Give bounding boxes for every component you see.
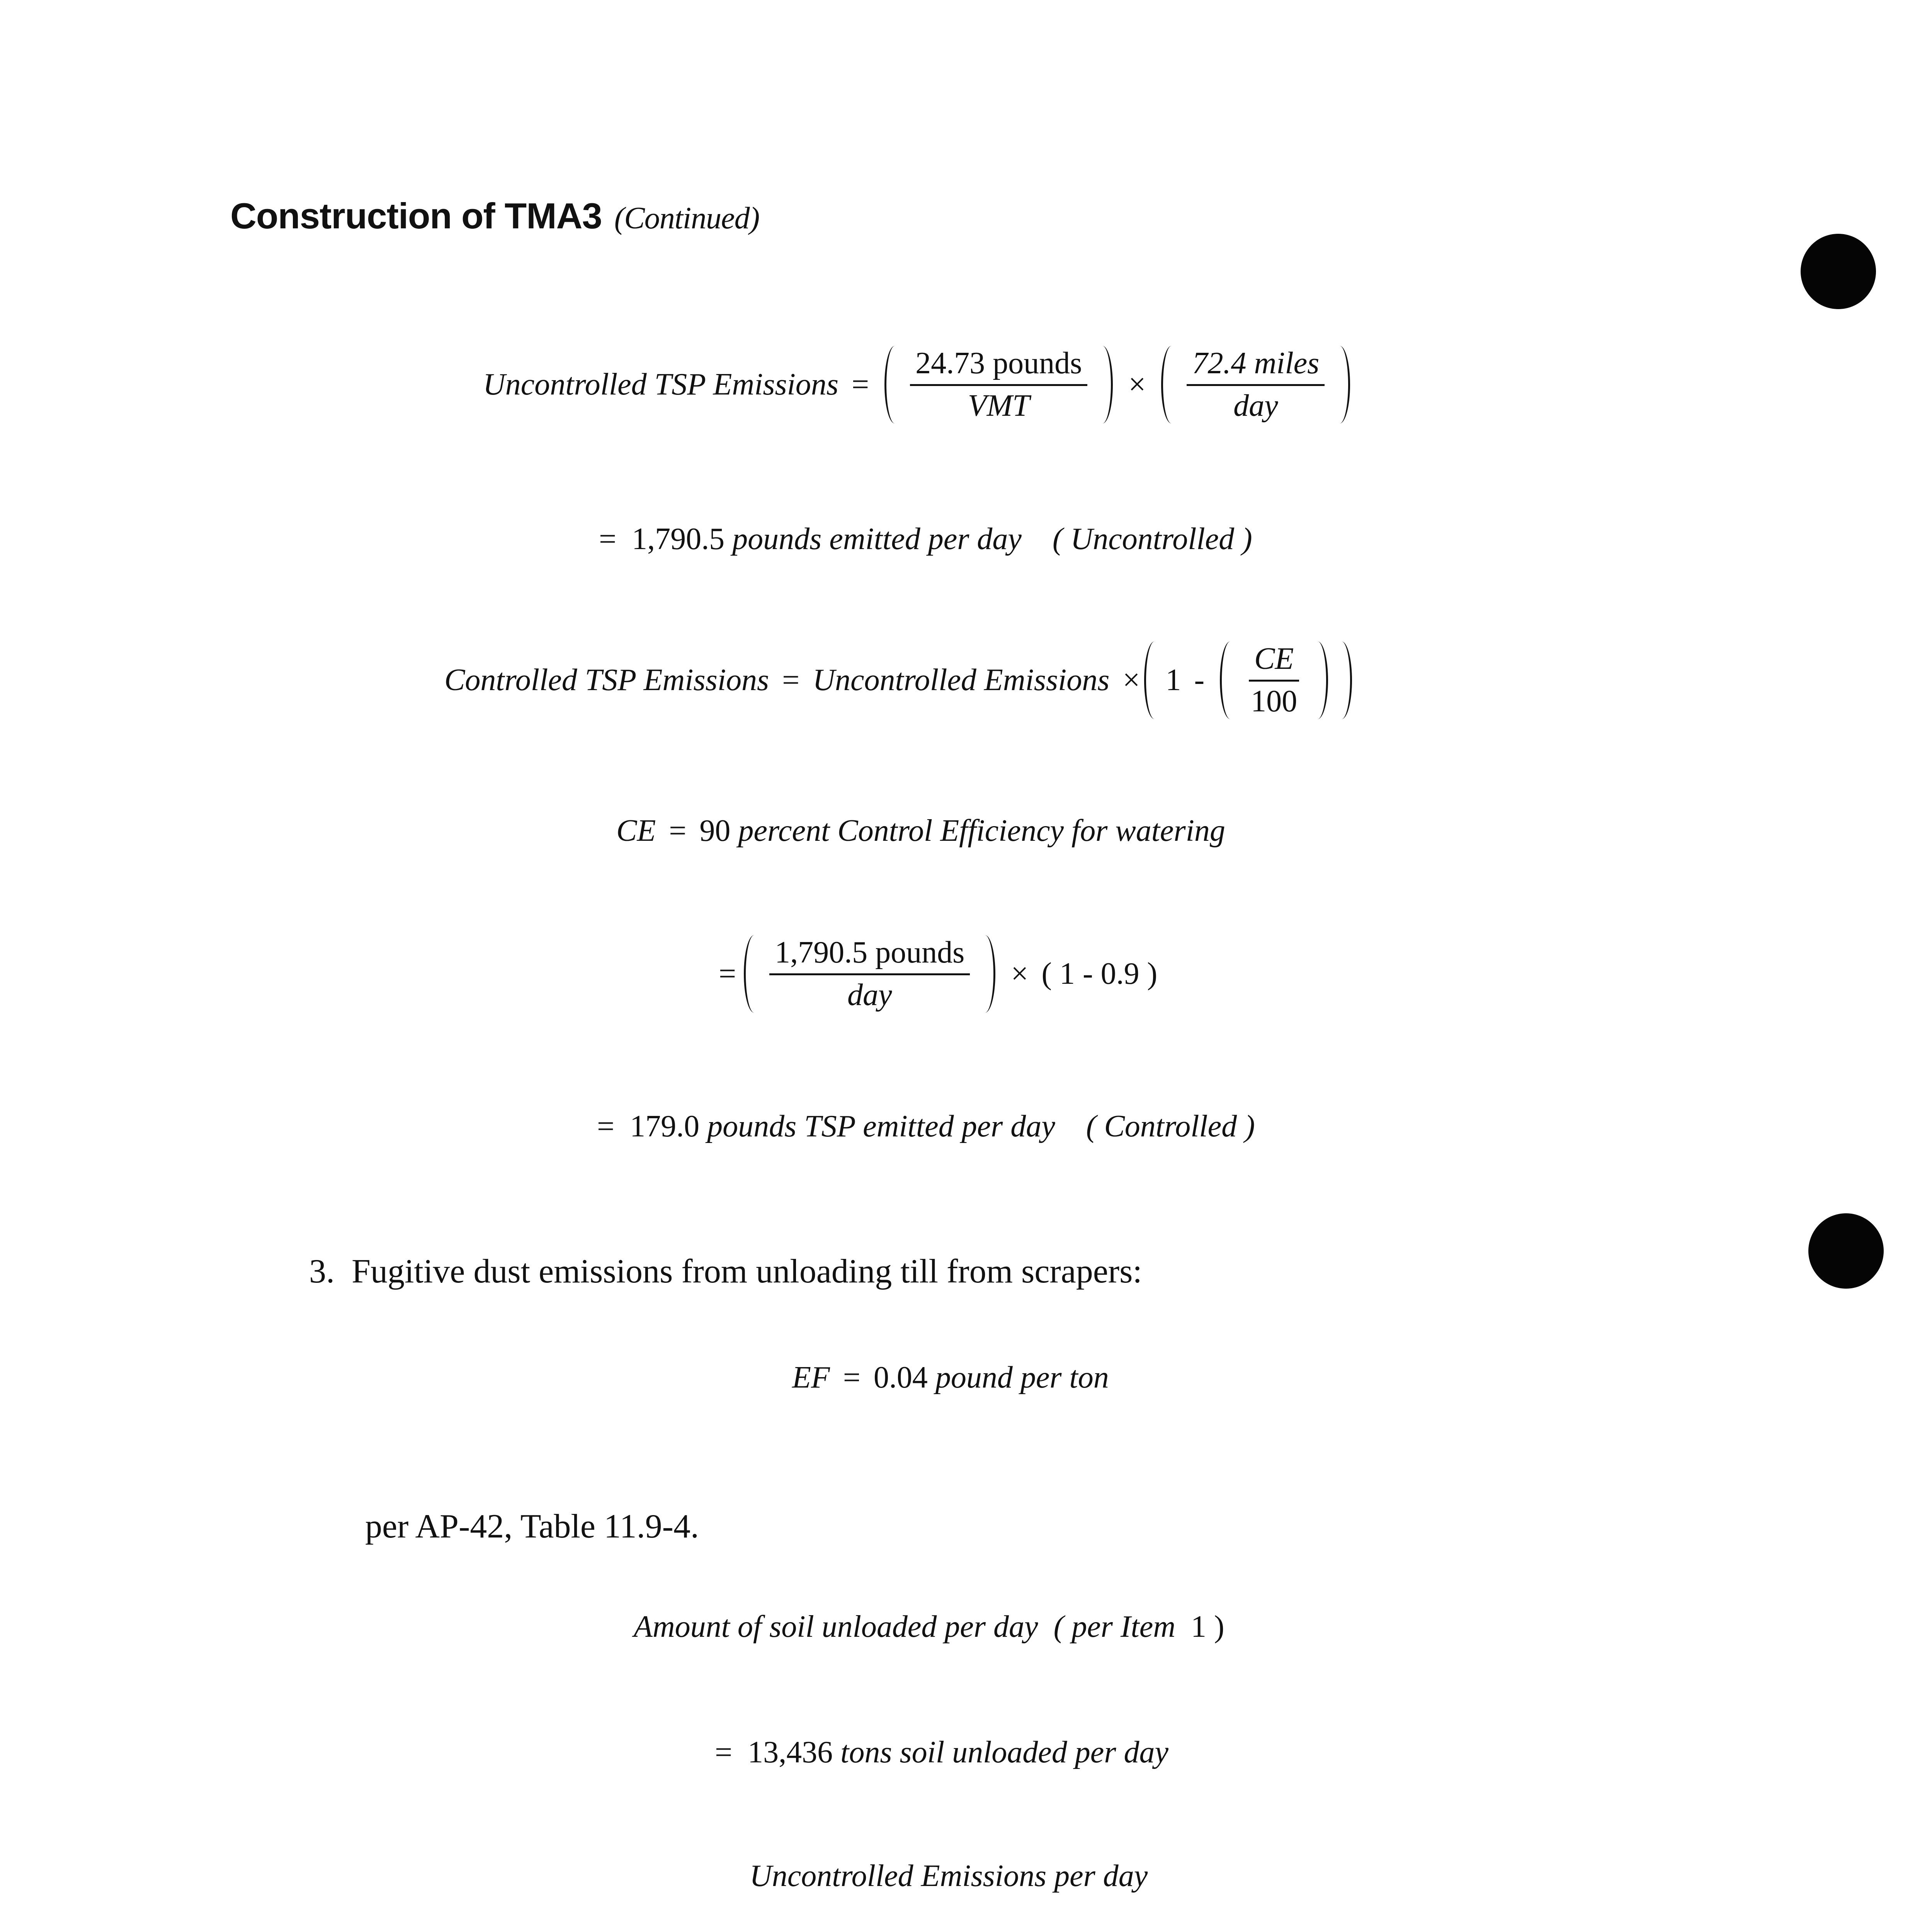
eq7-value: 0.04 xyxy=(873,1361,928,1395)
eq1-fraction-1 xyxy=(910,346,1087,423)
eq3-minus: - xyxy=(1194,663,1205,697)
eq2-text: pounds emitted per day xyxy=(732,522,1022,556)
eq5-times: × xyxy=(1011,957,1029,991)
section-title: Construction of TMA3 xyxy=(230,196,602,236)
eq4-equals: = xyxy=(669,814,687,848)
controlled-tsp-equation xyxy=(444,641,1354,719)
eq8-ref-num: 1 ) xyxy=(1191,1610,1225,1644)
controlled-calculation xyxy=(719,935,1157,1013)
eq3-lhs: Controlled TSP Emissions xyxy=(444,663,769,697)
eq3-paren-inner xyxy=(1218,641,1330,719)
eq3-equals: = xyxy=(782,663,800,697)
eq6-text: pounds TSP emitted per day xyxy=(707,1109,1055,1143)
section-heading xyxy=(230,195,759,237)
eq1-fraction-1-numerator: 24.73 pounds xyxy=(910,346,1087,386)
list-item-3-text: Fugitive dust emissions from unloading till from scrapers: xyxy=(352,1253,1142,1290)
eq1-times: × xyxy=(1128,367,1146,401)
eq5-fraction xyxy=(769,935,970,1013)
eq3-times: × xyxy=(1122,663,1140,697)
control-efficiency-line xyxy=(616,813,1225,849)
soil-amount-line xyxy=(634,1609,1225,1645)
eq2-value: 1,790.5 xyxy=(632,522,725,556)
eq7-equals: = xyxy=(843,1361,861,1395)
eq1-fraction-2-numerator: 72.4 miles xyxy=(1187,346,1325,386)
eq3-fraction-denominator: 100 xyxy=(1251,684,1298,718)
emission-factor-line xyxy=(792,1360,1109,1395)
uncontrolled-result-line xyxy=(599,522,1252,557)
uncontrolled-tsp-equation xyxy=(483,346,1352,423)
eq1-equals: = xyxy=(852,367,869,401)
eq5-paren xyxy=(742,935,998,1013)
eq1-fraction-2-denominator: day xyxy=(1233,389,1278,423)
binder-hole-top xyxy=(1801,234,1876,309)
eq7-lhs: EF xyxy=(792,1361,830,1395)
eq1-paren-2 xyxy=(1159,346,1352,423)
binder-hole-middle xyxy=(1808,1213,1884,1289)
eq3-rhs: Uncontrolled Emissions xyxy=(813,663,1110,697)
eq9-equals: = xyxy=(715,1735,733,1769)
eq1-lhs: Uncontrolled TSP Emissions xyxy=(483,367,839,401)
eq7-text: pound per ton xyxy=(935,1361,1109,1395)
eq9-text: tons soil unloaded per day xyxy=(840,1735,1168,1769)
list-item-3 xyxy=(309,1252,1142,1291)
eq3-fraction xyxy=(1245,641,1303,719)
eq3-fraction-numerator: CE xyxy=(1249,641,1299,682)
eq2-equals: = xyxy=(599,522,617,556)
eq5-fraction-numerator: 1,790.5 pounds xyxy=(769,935,970,975)
eq1-fraction-1-denominator: VMT xyxy=(968,389,1030,423)
eq2-note: ( Uncontrolled ) xyxy=(1052,522,1252,556)
eq5-fraction-denominator: day xyxy=(847,978,892,1012)
list-item-3-number: 3. xyxy=(309,1253,335,1290)
eq6-equals: = xyxy=(597,1109,615,1143)
continued-label: (Continued) xyxy=(614,201,760,235)
eq8-ref-open: ( per Item xyxy=(1053,1610,1175,1644)
eq3-one: 1 xyxy=(1165,663,1181,697)
reference-text: per AP-42, Table 11.9-4. xyxy=(365,1508,699,1545)
controlled-result-line xyxy=(597,1109,1255,1144)
eq10-text: Uncontrolled Emissions per day xyxy=(750,1859,1148,1893)
eq5-factor: ( 1 - 0.9 ) xyxy=(1041,957,1158,991)
uncontrolled-emissions-label xyxy=(750,1859,1148,1894)
eq6-note: ( Controlled ) xyxy=(1086,1109,1255,1143)
eq4-value: 90 xyxy=(699,814,731,848)
eq8-text: Amount of soil unloaded per day xyxy=(634,1610,1038,1644)
eq1-fraction-2 xyxy=(1187,346,1325,423)
eq5-equals: = xyxy=(719,957,736,991)
eq3-paren-outer xyxy=(1142,641,1355,719)
eq4-lhs: CE xyxy=(616,814,656,848)
eq1-paren-1 xyxy=(882,346,1115,423)
soil-unloaded-line xyxy=(715,1735,1168,1770)
eq9-value: 13,436 xyxy=(748,1735,833,1769)
eq6-value: 179.0 xyxy=(630,1109,700,1143)
eq4-text: percent Control Efficiency for watering xyxy=(738,814,1225,848)
